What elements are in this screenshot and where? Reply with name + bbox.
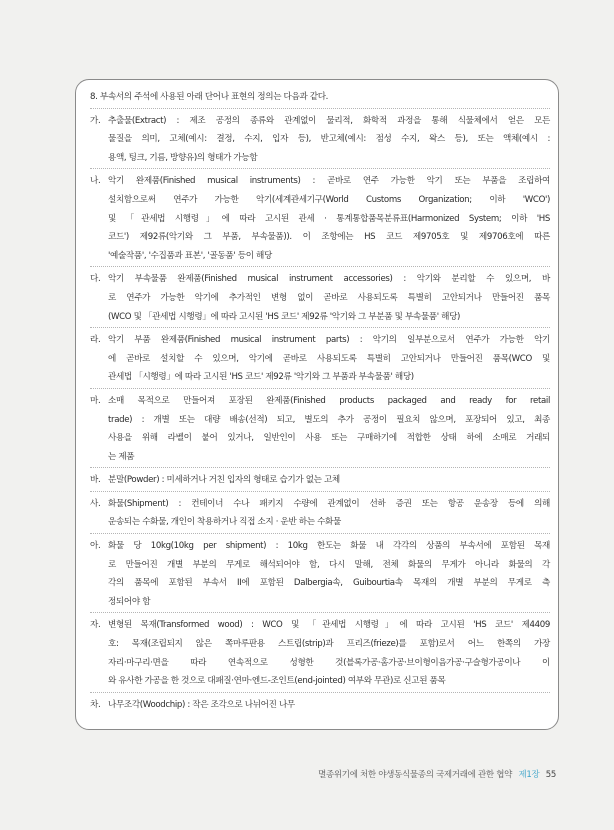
item-line: 악기 완제품(Finished musical instruments) : 곧바로 연주 가능한 악기 또는 부품을 조립하여: [108, 176, 550, 187]
item-line: 설치함으로써 연주가 가능한 악기(세계관세기구(World Customs Organization; 이하 'WCO'): [108, 194, 550, 205]
definition-item: [90, 270, 550, 326]
item-line: 정되어야 함: [108, 596, 151, 607]
page-number: 55: [545, 770, 556, 780]
item-text: [108, 172, 550, 265]
item-text: [108, 537, 550, 611]
dotted-divider: [90, 327, 550, 328]
item-marker: 차.: [90, 699, 101, 710]
item-text: [108, 392, 550, 466]
item-text: [108, 270, 550, 326]
item-line: 로 만들어진 개별 부분의 무게로 해석되어야 함, 다시 말해, 전체 화물의 무게가 아니라 화물의 각: [108, 559, 550, 570]
item-text: [108, 112, 550, 168]
definition-item: [90, 392, 550, 466]
item-line: 및 「관세법 시행령」에 따라 고시된 관세 · 통계통합품목분류표(Harmonized System; 이하 'HS: [108, 213, 550, 224]
item-marker: 자.: [90, 620, 101, 631]
item-line: 분말(Powder) : 미세하거나 거친 입자의 형태로 습기가 없는 고체: [108, 475, 340, 486]
definitions-section: [90, 88, 550, 714]
dotted-divider: [90, 108, 550, 109]
definition-item: [90, 616, 550, 690]
item-text: [108, 471, 550, 490]
item-marker: 가.: [90, 115, 101, 126]
item-line: 호: 목재(조립되지 않은 쪽마루판용 스트립(strip)과 프리즈(frieze)를 포함)로서 어느 한쪽의 가장: [108, 639, 550, 650]
item-line: '예술작품', '수집품과 표본', '골동품' 등이 해당: [108, 250, 272, 261]
item-text: [108, 696, 550, 715]
dotted-divider: [90, 266, 550, 267]
item-marker: 사.: [90, 498, 101, 509]
item-marker: 나.: [90, 176, 101, 187]
item-line: 사용을 위해 라벨이 붙어 있거나, 일반인이 사용 또는 구매하기에 적합한 상태 하에 소매로 거래되: [108, 433, 550, 444]
item-text: [108, 616, 550, 690]
item-line: 관세법 「시행령」에 따라 고시된 'HS 코드' 제92류 '악기와 그 부품과 부속물품' 해당): [108, 372, 414, 383]
definition-list: [90, 108, 550, 715]
item-line: 코드') 제92류(악기와 그 부품, 부속물품)). 이 조항에는 HS 코드 제9705호 및 제9706호에 따른: [108, 232, 550, 243]
item-line: 운송되는 수화물, 개인이 착용하거나 직접 소지 · 운반 하는 수화물: [108, 517, 341, 528]
dotted-divider: [90, 612, 550, 613]
definition-item: [90, 471, 550, 490]
item-line: 는 제품: [108, 451, 135, 462]
definition-item: [90, 112, 550, 168]
dotted-divider: [90, 533, 550, 534]
definition-item: [90, 696, 550, 715]
dotted-divider: [90, 692, 550, 693]
dotted-divider: [90, 168, 550, 169]
item-line: 에 곧바로 설치할 수 있으며, 악기에 곧바로 사용되도록 특별히 고안되거나 만들어진 품목(WCO 및: [108, 353, 550, 364]
item-line: 용액, 팅크, 기름, 방향유)의 형태가 가능함: [108, 152, 258, 163]
item-line: trade) : 개별 또는 대량 배송(선적) 되고, 별도의 추가 공정이 필요치 않으며, 포장되어 있고, 최종: [108, 414, 550, 425]
item-marker: 라.: [90, 335, 101, 346]
item-line: 와 유사한 가공을 한 것으로 대패질·연마·엔드-조인트(end-jointed) 여부와 무관)로 신고된 품목: [108, 676, 446, 687]
intro-text: 8. 부속서의 주석에 사용된 아래 단어나 표현의 정의는 다음과 같다.: [90, 92, 329, 102]
page-footer: [318, 768, 556, 780]
item-line: (WCO 및 「관세법 시행령」에 따라 고시된 'HS 코드' 제92류 '악기와 그 부분품 및 부속물품' 해당): [108, 311, 461, 322]
footer-title: 멸종위기에 처한 야생동식물종의 국제거래에 관한 협약: [318, 770, 513, 780]
item-line: 화물 당 10kg(10kg per shipment) : 10kg 한도는 화물 내 각각의 상품의 부속서에 포함된 목재: [108, 541, 550, 552]
item-line: 나무조각(Woodchip) : 작은 조각으로 나뉘어진 나무: [108, 699, 295, 710]
item-line: 변형된 목재(Transformed wood) : WCO 및 「관세법 시행령」에 따라 고시된 'HS 코드' 제4409: [108, 620, 550, 631]
item-line: 물질을 의미, 고체(예시: 결정, 수지, 입자 등), 반고체(예시: 점성 수지, 왁스 등), 또는 액체(예시 :: [108, 134, 550, 145]
definition-item: [90, 172, 550, 265]
intro-paragraph: [90, 88, 550, 107]
item-marker: 다.: [90, 274, 101, 285]
item-line: 소매 목적으로 만들어져 포장된 완제품(Finished products packaged and ready for retail: [108, 395, 550, 406]
item-line: 악기 부품 완제품(Finished musical instrument parts) : 악기의 일부분으로서 연주가 가능한 악기: [108, 335, 550, 346]
item-text: [108, 495, 550, 532]
item-line: 추출물(Extract) : 제조 공정의 종류와 관계없이 물리적, 화학적 과정을 통해 식물체에서 얻은 모든: [108, 115, 550, 126]
item-line: 자리·마구리·면을 따라 연속적으로 성형한 것(블록가공·홈가공·브이형이음가공·구슬형가공이나 이: [108, 657, 550, 668]
item-line: 각의 품목에 포함된 부속서 II에 포함된 Dalbergia속, Guibourtia속 목재의 개별 부분의 무게로 측: [108, 578, 550, 589]
definition-item: [90, 331, 550, 387]
dotted-divider: [90, 388, 550, 389]
item-text: [108, 331, 550, 387]
item-line: 악기 부속물품 완제품(Finished musical instrument accessories) : 악기와 분리할 수 있으며, 바: [108, 274, 550, 285]
item-marker: 바.: [90, 475, 101, 486]
item-marker: 마.: [90, 395, 101, 406]
footer-chapter: 제1장: [518, 770, 540, 780]
dotted-divider: [90, 491, 550, 492]
item-marker: 아.: [90, 541, 101, 552]
definition-item: [90, 537, 550, 611]
dotted-divider: [90, 467, 550, 468]
definition-item: [90, 495, 550, 532]
item-line: 화물(Shipment) : 컨테이너 수나 패키지 수량에 관계없이 선하 증권 또는 항공 운송장 등에 의해: [108, 498, 550, 509]
item-line: 로 연주가 가능한 악기에 추가적인 변형 없이 곧바로 사용되도록 특별히 고안되거나 만들어진 품목: [108, 292, 550, 303]
